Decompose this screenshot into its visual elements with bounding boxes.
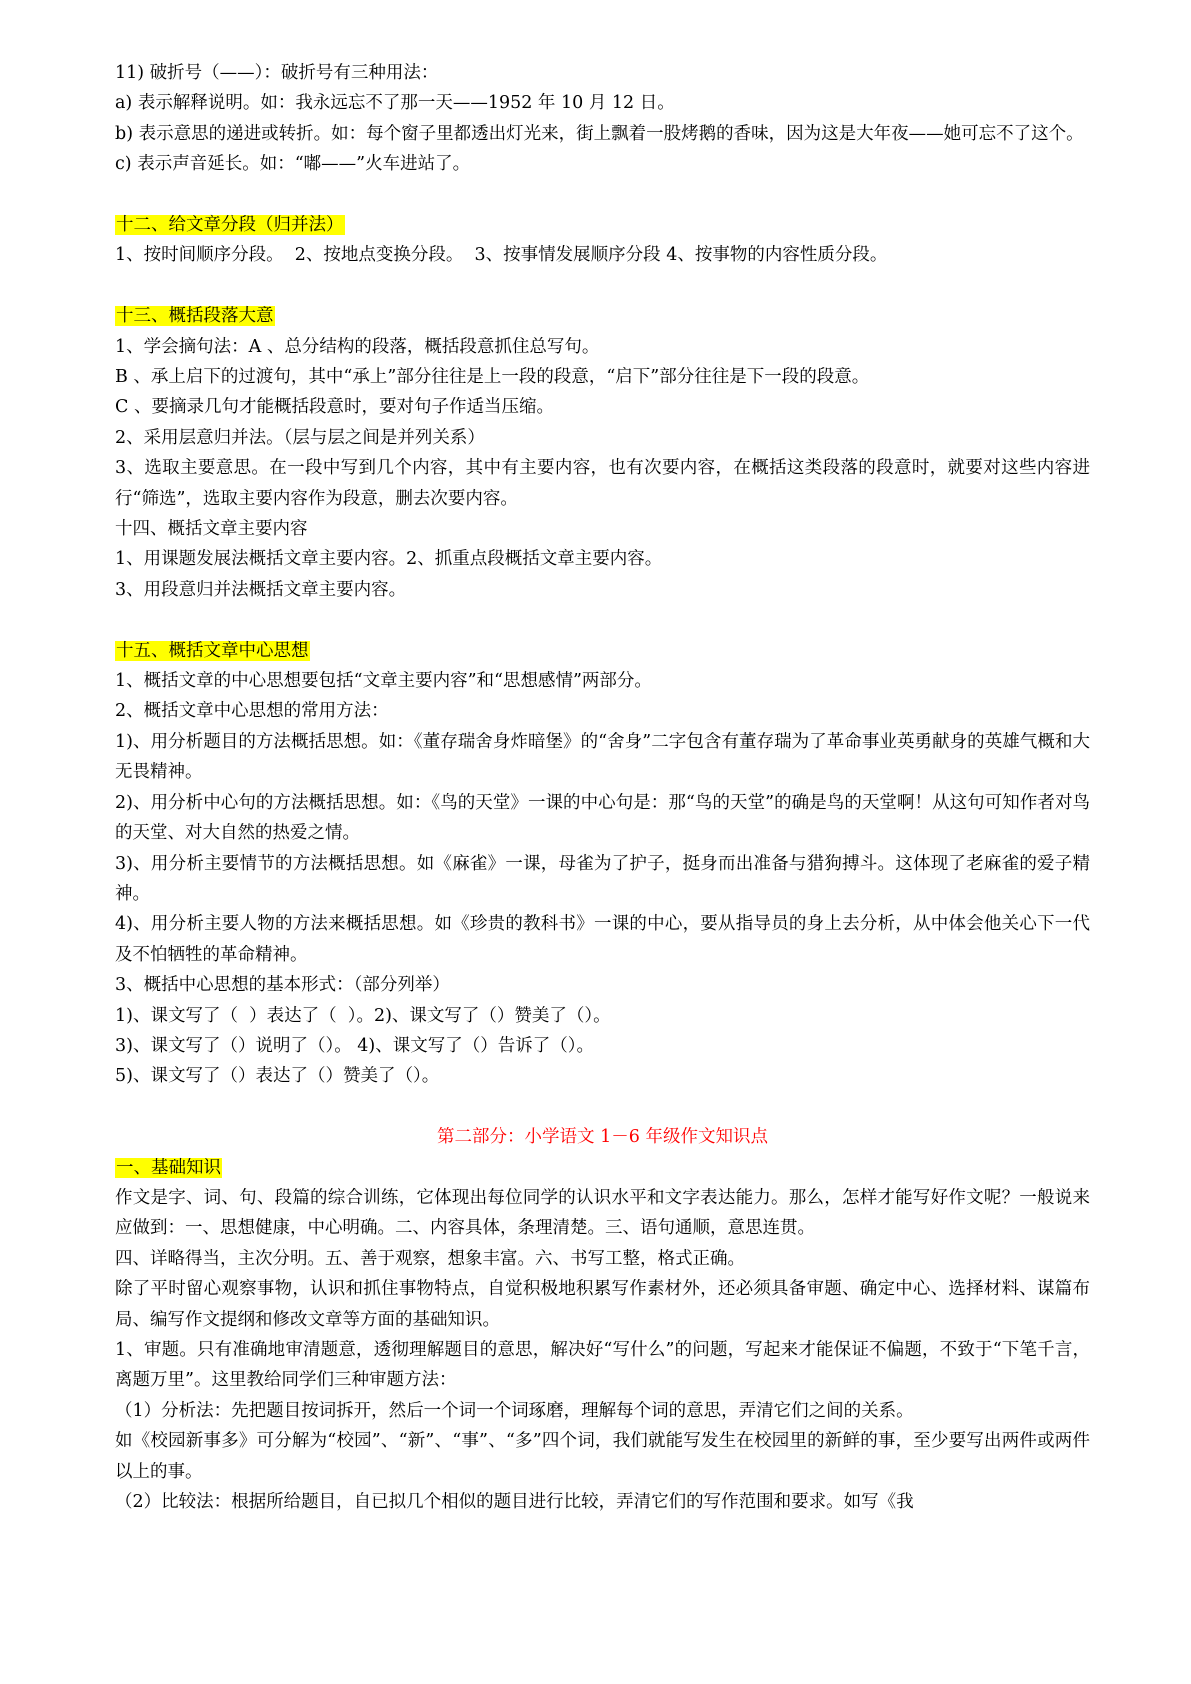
sec12-heading: 十二、给文章分段（归并法） [116,215,344,236]
sec15-line-8: 1)、课文写了（ ）表达了（ ）。2)、课文写了（）赞美了（）。 [115,1005,611,1026]
spacer [115,180,1090,210]
part2-para-5: （1）分析法：先把题目按词拆开，然后一个词一个词琢磨，理解每个词的意思，弄清它们之间的关系。 [115,1400,914,1421]
part2-para-6: 如《校园新事多》可分解为“校园”、“新”、“事”、“多”四个词，我们就能写发生在校园里的新鲜的事，至少要写出两件或两件以上的事。 [115,1431,1090,1482]
sec14-line-2: 3、用段意归并法概括文章主要内容。 [115,579,407,600]
part2-para-4: 1、审题。只有准确地审清题意，透彻理解题目的意思，解决好“写什么”的问题，写起来才能保证不偏题，不致于“下笔千言，离题万里”。这里教给同学们三种审题方法： [115,1340,1090,1391]
sec13-line-4: 2、采用层意归并法。（层与层之间是并列关系） [115,427,485,448]
sec11-item-b: b) 表示意思的递进或转折。如：每个窗子里都透出灯光来，街上飘着一股烤鹅的香味，因为这是大年夜——她可忘不了这个。 [115,123,1084,144]
sec13-line-5: 3、选取主要意思。在一段中写到几个内容，其中有主要内容，也有次要内容，在概括这类段落的段意时，就要对这些内容进行“筛选”，选取主要内容作为段意，删去次要内容。 [115,458,1090,509]
document-page [115,58,1090,1517]
spacer [115,605,1090,635]
sec15-line-9: 3)、课文写了（）说明了（）。 4)、课文写了（）告诉了（）。 [115,1035,594,1056]
part2-para-1: 作文是字、词、句、段篇的综合训练，它体现出每位同学的认识水平和文字表达能力。那么，怎样才能写好作文呢？一般说来应做到：一、思想健康，中心明确。二、内容具体，条理清楚。三、语句通顺，意思连贯。 [115,1187,1090,1239]
part2-para-2: 四、详略得当，主次分明。五、善于观察，想象丰富。六、书写工整，格式正确。 [115,1248,745,1269]
sec13-heading: 十三、概括段落大意 [116,306,274,327]
sec13-line-1: 1、学会摘句法：A 、总分结构的段落，概括段意抓住总写句。 [115,336,600,357]
sec15-line-10: 5)、课文写了（）表达了（）赞美了（）。 [115,1066,440,1087]
sec15-line-6: 4)、用分析主要人物的方法来概括思想。如《珍贵的教科书》一课的中心，要从指导员的身上去分析，从中体会他关心下一代及不怕牺牲的革命精神。 [115,914,1090,965]
sec15-line-2: 2、概括文章中心思想的常用方法： [115,701,389,722]
sec15-line-3: 1)、用分析题目的方法概括思想。如：《董存瑞舍身炸暗堡》的“舍身”二字包含有董存瑞为了革命事业英勇献身的英雄气概和大无畏精神。 [115,731,1090,783]
sec11-item-a: a) 表示解释说明。如：我永远忘不了那一天——1952 年 10 月 12 日。 [115,93,675,114]
sec15-line-7: 3、概括中心思想的基本形式：（部分列举） [115,975,450,996]
sec15-heading: 十五、概括文章中心思想 [116,640,309,661]
sec11-item-c: c) 表示声音延长。如：“嘟——”火车进站了。 [115,154,471,175]
sec12-line-1: 1、按时间顺序分段。 2、按地点变换分段。 3、按事情发展顺序分段 4、按事物的内容性质分段。 [115,245,888,266]
sec15-line-4: 2)、用分析中心句的方法概括思想。如：《鸟的天堂》一课的中心句是：那“鸟的天堂”的确是鸟的天堂啊！从这句可知作者对鸟的天堂、对大自然的热爱之情。 [115,792,1090,844]
spacer [115,271,1090,301]
sec14-heading: 十四、概括文章主要内容 [115,519,308,540]
sec11-title: 11) 破折号（——）：破折号有三种用法： [115,63,439,83]
spacer [115,1092,1090,1122]
sec13-line-2: B 、承上启下的过渡句，其中“承上”部分往往是上一段的段意，“启下”部分往往是下一段的段意。 [115,367,870,388]
part2-para-3: 除了平时留心观察事物，认识和抓住事物特点，自觉积极地积累写作素材外，还必须具备审题、确定中心、选择材料、谋篇布局、编写作文提纲和修改文章等方面的基础知识。 [115,1279,1090,1330]
sec14-line-1: 1、用课题发展法概括文章主要内容。2、抓重点段概括文章主要内容。 [115,549,663,570]
sec15-line-1: 1、概括文章的中心思想要包括“文章主要内容”和“思想感情”两部分。 [115,671,652,692]
sec13-line-3: C 、要摘录几句才能概括段意时，要对句子作适当压缩。 [115,397,554,418]
part2-heading-basics: 一、基础知识 [116,1157,221,1178]
part2-para-7: （2）比较法：根据所给题目，自已拟几个相似的题目进行比较，弄清它们的写作范围和要求。如写《我 [115,1492,914,1513]
sec15-line-5: 3)、用分析主要情节的方法概括思想。如《麻雀》一课，母雀为了护子，挺身而出准备与猎狗搏斗。这体现了老麻雀的爱子精神。 [115,853,1090,904]
part2-title: 第二部分：小学语文 1－6 年级作文知识点 [437,1127,768,1148]
